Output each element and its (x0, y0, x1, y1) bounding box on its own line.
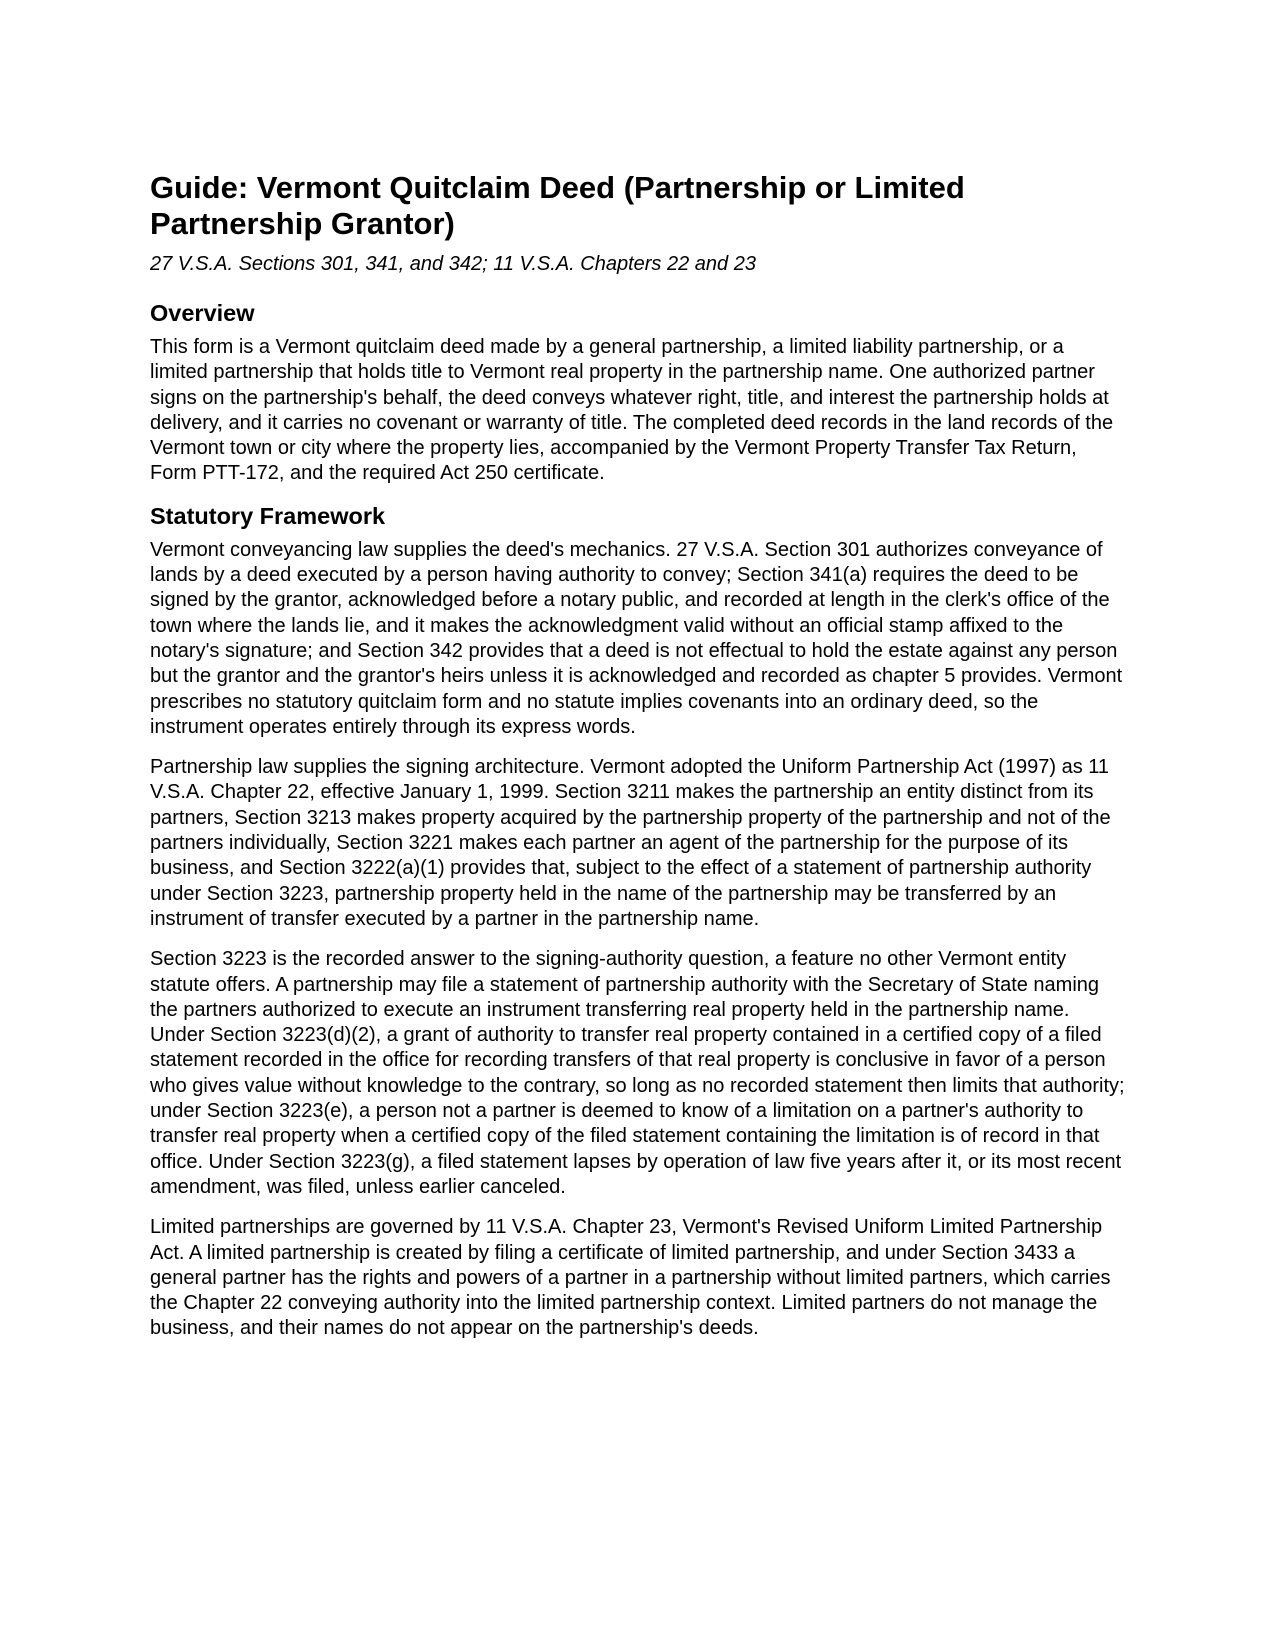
section-heading: Statutory Framework (150, 502, 386, 529)
paragraph: Limited partnerships are governed by 11 V.S.A. Chapter 23, Vermont's Revised Uniform Limited Partnership Act. A limited partnership is created by filing a certificate of limited partnership, and under Section 3433 a general partner has the rights and powers of a partner in a partnership without limited partners, which carries the Chapter 22 conveying authority into the limited partnership context. Limited partners do not manage the business, and their names do not appear on the partnership's deeds. (150, 1216, 1111, 1340)
document-page (150, 170, 1125, 1357)
paragraph: Partnership law supplies the signing architecture. Vermont adopted the Uniform Partnership Act (1997) as 11 V.S.A. Chapter 22, effective January 1, 1999. Section 3211 makes the partnership an entity distinct from its partners, Section 3213 makes property acquired by the partnership property of the partnership and not of the partners individually, Section 3221 makes each partner an agent of the partnership for the purpose of its business, and Section 3222(a)(1) provides that, subject to the effect of a statement of partnership authority under Section 3223, partnership property held in the name of the partnership may be transferred by an instrument of transfer executed by a partner in the partnership name. (150, 756, 1111, 930)
section-heading: Overview (150, 300, 255, 326)
paragraph: Vermont conveyancing law supplies the deed's mechanics. 27 V.S.A. Section 301 authorizes conveyance of lands by a deed executed by a person having authority to convey; Section 341(a) requires the deed to be signed by the grantor, acknowledged before a notary public, and recorded at length in the clerk's office of the town where the lands lie, and it makes the acknowledgment valid without an official stamp affixed to the notary's signature; and Section 342 provides that a deed is not effectual to hold the estate against any person but the grantor and the grantor's heirs unless it is acknowledged and recorded as chapter 5 provides. Vermont prescribes no statutory quitclaim form and no statute implies covenants into an ordinary deed, so the instrument operates entirely through its express words. (150, 538, 1123, 738)
paragraph: This form is a Vermont quitclaim deed made by a general partnership, a limited liability partnership, or a limited partnership that holds title to Vermont real property in the partnership name. One authorized partner signs on the partnership's behalf, the deed conveys whatever right, title, and interest the partnership holds at delivery, and it carries no covenant or warranty of title. The completed deed records in the land records of the Vermont town or city where the property lies, accompanied by the Vermont Property Transfer Tax Return, Form PTT-172, and the required Act 250 certificate. (150, 336, 1114, 485)
document-title: Guide: Vermont Quitclaim Deed (Partnership or Limited Partnership Grantor) (150, 170, 965, 241)
section-statutory-framework (150, 502, 1125, 1342)
statute-citation: 27 V.S.A. Sections 301, 341, and 342; 11 V.S.A. Chapters 22 and 23 (150, 253, 756, 275)
section-overview (150, 299, 1125, 487)
paragraph: Section 3223 is the recorded answer to the signing-authority question, a feature no other Vermont entity statute offers. A partnership may file a statement of partnership authority with the Secretary of State naming the partners authorized to execute an instrument transferring real property held in the partnership name. Under Section 3223(d)(2), a grant of authority to transfer real property contained in a certified copy of a filed statement recorded in the office for recording transfers of that real property is conclusive in favor of a person who gives value without knowledge to the contrary, so long as no recorded statement then limits that authority; under Section 3223(e), a person not a partner is deemed to know of a limitation on a partner's authority to transfer real property when a certified copy of the filed statement containing the limitation is of record in that office. Under Section 3223(g), a filed statement lapses by operation of law five years after it, or its most recent amendment, was filed, unless earlier canceled. (150, 948, 1125, 1198)
